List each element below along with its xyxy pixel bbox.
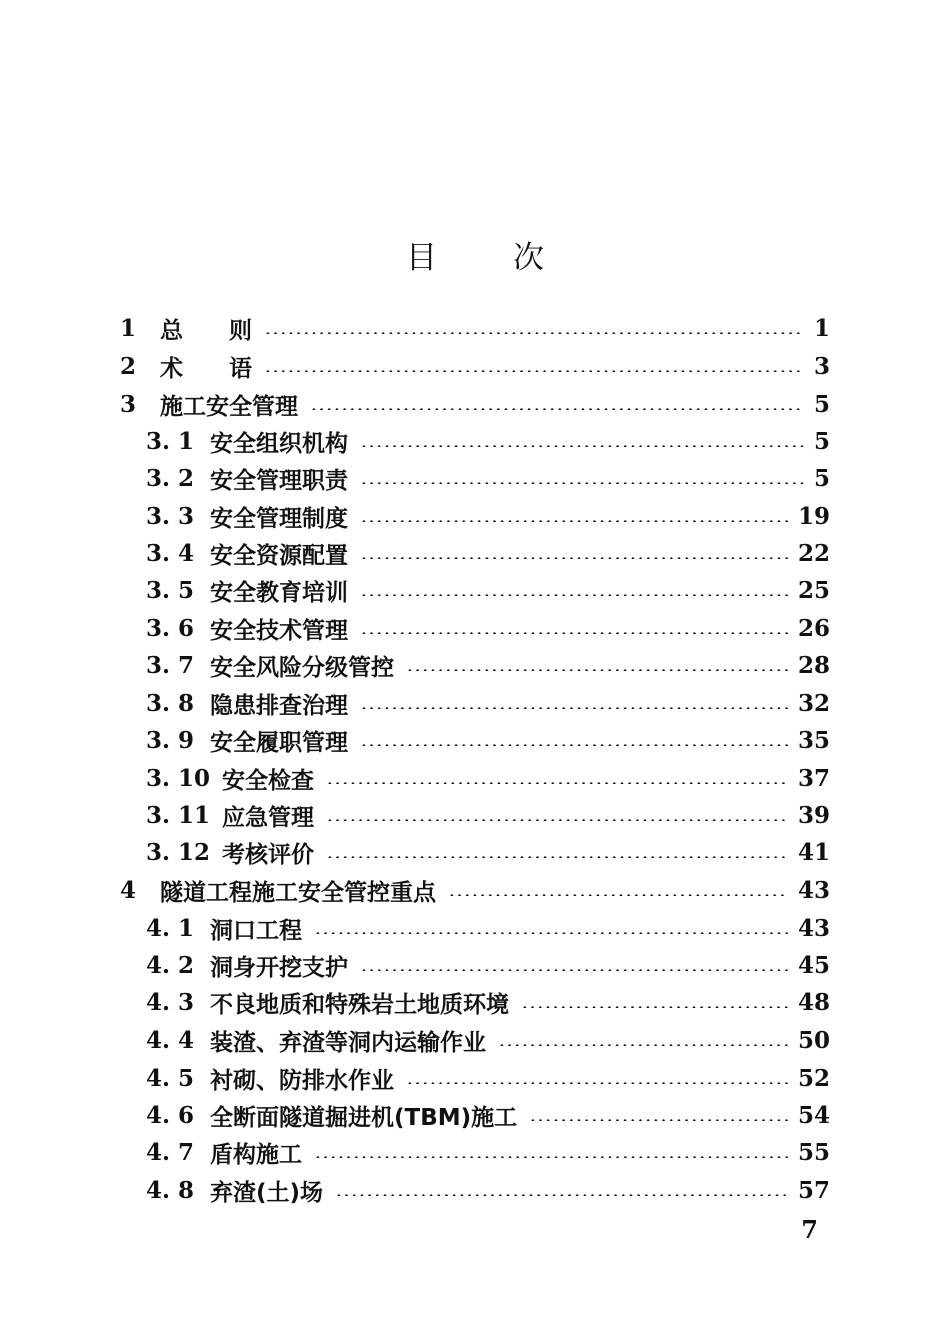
toc-entry-number: 3. 1 — [146, 428, 195, 455]
toc-entry-title: 术 语 — [160, 356, 252, 382]
toc-entry[interactable] — [0, 386, 950, 423]
toc-entry-title: 安全教育培训 — [210, 580, 348, 606]
toc-entry-title: 弃渣(土)场 — [210, 1180, 324, 1206]
toc-entry-title: 安全资源配置 — [210, 543, 348, 569]
toc-entry[interactable] — [0, 1134, 950, 1171]
toc-entry-page: 3 — [813, 353, 830, 380]
toc-entry[interactable] — [0, 647, 950, 684]
toc-entry-page: 50 — [797, 1027, 830, 1054]
toc-entry[interactable] — [0, 535, 950, 572]
toc-entry-number: 3. 11 — [146, 802, 211, 829]
page-title — [0, 232, 950, 277]
toc-dot-leader — [310, 408, 804, 410]
toc-entry[interactable] — [0, 1060, 950, 1097]
toc-entry-number: 3. 12 — [146, 839, 211, 866]
toc-dot-leader — [314, 1156, 788, 1158]
toc-entry-title: 安全管理制度 — [210, 506, 348, 532]
toc-entry-number: 4 — [120, 877, 137, 904]
toc-dot-leader — [521, 1006, 788, 1008]
toc-entry[interactable] — [0, 1022, 950, 1059]
toc-entry[interactable] — [0, 984, 950, 1021]
toc-entry-title: 安全管理职责 — [210, 468, 348, 494]
toc-entry-page: 43 — [797, 915, 830, 942]
toc-entry[interactable] — [0, 834, 950, 871]
toc-entry-title: 安全风险分级管控 — [210, 655, 394, 681]
toc-entry[interactable] — [0, 423, 950, 460]
toc-entry-title: 衬砌、防排水作业 — [210, 1068, 394, 1094]
toc-entry-number: 4. 7 — [146, 1139, 195, 1166]
toc-entry-title: 安全履职管理 — [210, 730, 348, 756]
toc-entry-page: 45 — [797, 952, 830, 979]
toc-entry-number: 3. 6 — [146, 615, 195, 642]
toc-entry-title: 应急管理 — [222, 805, 314, 831]
toc-entry-page: 43 — [797, 877, 830, 904]
toc-entry[interactable] — [0, 1097, 950, 1134]
toc-entry-title: 隧道工程施工安全管控重点 — [160, 880, 436, 906]
toc-dot-leader — [406, 669, 788, 671]
toc-entry-page: 26 — [797, 615, 830, 642]
toc-entry[interactable] — [0, 348, 950, 385]
toc-entry-number: 3. 10 — [146, 765, 211, 792]
title-char-left: 目 — [406, 240, 437, 276]
toc-entry-page: 5 — [813, 391, 830, 418]
toc-entry-title: 施工安全管理 — [160, 394, 298, 420]
toc-entry-page: 5 — [813, 465, 830, 492]
toc-entry-page: 25 — [797, 577, 830, 604]
toc-entry-title: 安全技术管理 — [210, 618, 348, 644]
toc-dot-leader — [360, 707, 788, 709]
toc-dot-leader — [360, 744, 788, 746]
toc-entry-number: 3. 2 — [146, 465, 195, 492]
toc-entry-page: 19 — [797, 503, 830, 530]
toc-entry-number: 4. 2 — [146, 952, 195, 979]
toc-entry-title: 安全检查 — [222, 768, 314, 794]
toc-dot-leader — [360, 482, 804, 484]
toc-dot-leader — [360, 445, 804, 447]
toc-entry-page: 48 — [797, 989, 830, 1016]
toc-entry[interactable] — [0, 460, 950, 497]
toc-entry[interactable] — [0, 947, 950, 984]
toc-dot-leader — [314, 932, 788, 934]
toc-dot-leader — [529, 1119, 788, 1121]
toc-entry-page: 39 — [797, 802, 830, 829]
title-char-right: 次 — [513, 240, 544, 276]
toc-dot-leader — [360, 969, 788, 971]
toc-entry-number: 4. 8 — [146, 1177, 195, 1204]
toc-entry-page: 35 — [797, 727, 830, 754]
toc-entry[interactable] — [0, 1172, 950, 1209]
toc-entry-page: 28 — [797, 652, 830, 679]
toc-entry[interactable] — [0, 310, 950, 347]
toc-dot-leader — [448, 894, 788, 896]
toc-entry[interactable] — [0, 685, 950, 722]
toc-dot-leader — [406, 1082, 788, 1084]
toc-entry-page: 1 — [813, 315, 830, 342]
toc-entry-title: 洞口工程 — [210, 918, 302, 944]
toc-dot-leader — [335, 1194, 788, 1196]
toc-entry-number: 4. 1 — [146, 915, 195, 942]
toc-entry-page: 22 — [797, 540, 830, 567]
toc-entry-page: 37 — [797, 765, 830, 792]
toc-dot-leader — [264, 332, 804, 334]
toc-entry-number: 3. 9 — [146, 727, 195, 754]
toc-entry[interactable] — [0, 572, 950, 609]
toc-dot-leader — [360, 520, 788, 522]
toc-entry-number: 1 — [120, 315, 137, 342]
toc-entry-title: 洞身开挖支护 — [210, 955, 348, 981]
toc-entry-number: 4. 6 — [146, 1102, 195, 1129]
toc-dot-leader — [360, 594, 788, 596]
toc-entry-number: 3 — [120, 391, 137, 418]
toc-entry-page: 57 — [797, 1177, 830, 1204]
toc-entry-number: 2 — [120, 353, 137, 380]
toc-entry[interactable] — [0, 797, 950, 834]
toc-entry-number: 4. 5 — [146, 1065, 195, 1092]
toc-entry-number: 3. 3 — [146, 503, 195, 530]
toc-entry[interactable] — [0, 872, 950, 909]
toc-entry-title: 装渣、弃渣等洞内运输作业 — [210, 1030, 486, 1056]
toc-entry-page: 54 — [797, 1102, 830, 1129]
toc-dot-leader — [360, 632, 788, 634]
toc-entry-number: 3. 8 — [146, 690, 195, 717]
toc-entry-number: 4. 4 — [146, 1027, 195, 1054]
toc-dot-leader — [360, 557, 788, 559]
toc-entry[interactable] — [0, 722, 950, 759]
toc-entry-page: 32 — [797, 690, 830, 717]
toc-entry[interactable] — [0, 498, 950, 535]
toc-dot-leader — [326, 819, 788, 821]
toc-entry-title: 盾构施工 — [210, 1142, 302, 1168]
toc-entry-page: 55 — [797, 1139, 830, 1166]
toc-entry-title: 不良地质和特殊岩土地质环境 — [210, 992, 509, 1018]
toc-entry-title: 总 则 — [160, 318, 252, 344]
toc-entry-title: 考核评价 — [222, 842, 314, 868]
toc-dot-leader — [326, 856, 788, 858]
page-number: 7 — [801, 1215, 818, 1244]
toc-entry-number: 3. 5 — [146, 577, 195, 604]
toc-entry-page: 41 — [797, 839, 830, 866]
toc-entry-title: 安全组织机构 — [210, 431, 348, 457]
toc-entry-page: 5 — [813, 428, 830, 455]
toc-entry-number: 3. 4 — [146, 540, 195, 567]
toc-entry-number: 4. 3 — [146, 989, 195, 1016]
toc-entry-title: 全断面隧道掘进机(TBM)施工 — [210, 1105, 518, 1131]
toc-entry[interactable] — [0, 610, 950, 647]
toc-entry[interactable] — [0, 760, 950, 797]
toc-dot-leader — [498, 1044, 788, 1046]
toc-entry-page: 52 — [797, 1065, 830, 1092]
toc-dot-leader — [264, 370, 804, 372]
toc-entry-number: 3. 7 — [146, 652, 195, 679]
toc-entry[interactable] — [0, 910, 950, 947]
toc-entry-title: 隐患排查治理 — [210, 693, 348, 719]
toc-dot-leader — [326, 782, 788, 784]
